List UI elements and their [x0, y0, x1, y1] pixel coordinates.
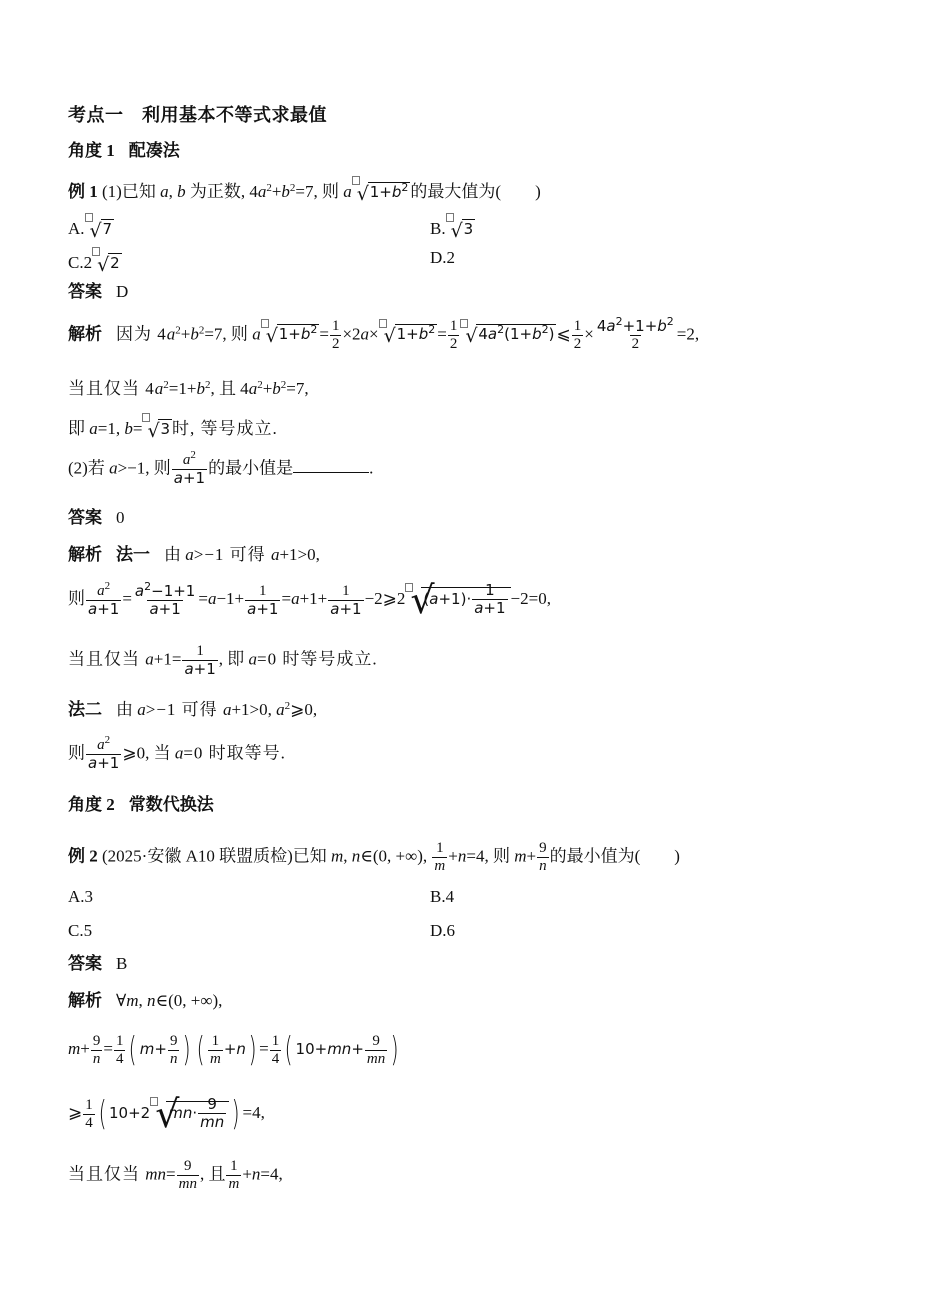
ex1-label: 例 1	[68, 181, 98, 201]
ex2-question: 例 2 (2025·安徽 A10 联盟质检)已知 m, n∈(0, +∞), $\frac{1}{m}$ +n=4, 则 m+ $\frac{9}{n}$ 的最小值为( )	[68, 840, 680, 874]
ex2-option-d[interactable]: D.6	[430, 921, 456, 940]
ex1-question: 例 1 (1)已知 a, b 为正数, $4a^2+b^2=7$, 则 a√ $1+b^2$ 的最大值为( )	[68, 176, 541, 203]
ex1-option-d[interactable]: D.2	[430, 248, 456, 267]
answer-blank[interactable]	[293, 456, 369, 473]
ex1-method2-then: 则 $\frac{a^2}{a+1}$ ⩾0, 当 a=0 时取等号.	[68, 733, 286, 772]
ex2-answer: 答案 B	[68, 954, 128, 973]
angle1-label: 角度 1	[68, 141, 115, 160]
ex1-text: 为正数, 4	[185, 181, 258, 201]
ex1-method2: 法二 由 a>−1 可得 a+1>0, $a^2⩾0$,	[68, 699, 318, 719]
ex1-part2: (2)若 a>−1, 则 $\frac{a^2}{a+1}$ 的最小值是 .	[68, 448, 374, 487]
analysis-label: 解析	[68, 324, 102, 344]
ex1-method1: 解析 法一 由 a>−1 可得 a+1>0,	[68, 545, 320, 564]
ex1-option-a[interactable]: A.√ 7	[68, 213, 114, 240]
answer-label: 答案	[68, 282, 102, 301]
ex1-method1-when: 当且仅当 a+1= $\frac{1}{a+1}$ , 即 a=0 时等号成立.	[68, 643, 378, 678]
ex1-option-b[interactable]: B.√ 3	[430, 213, 475, 240]
ex2-step1: m+ $\frac{9}{n}$ = $\frac{1}{4}$ ( m+ $\frac{9}{n}$ ) ( $\frac{1}{m}$ +n) = $\frac{1}{4}$ ( 10+mn+ $\frac{9}{mn}$ )	[68, 1030, 399, 1070]
ex2-option-c[interactable]: C.5	[68, 921, 93, 940]
ex1-method1-derivation: 则 $\frac{a^2}{a+1}$ = $\frac{a^2-1+1}{a+1}$ =a−1+ $\frac{1}{a+1}$ =a+1+ $\frac{1}{a+1}$ −2⩾2√ (a+1)· $\frac{1}{a+1}$ −2=0,	[68, 582, 551, 618]
ex1-option-c[interactable]: C.2√ 2	[68, 247, 122, 274]
angle1-title: 配凑法	[128, 141, 180, 160]
angle1-heading	[68, 140, 180, 162]
ex1-answer2: 答案 0	[68, 508, 125, 527]
ex1-prefix: (1)已知	[97, 181, 161, 201]
ex2-option-b[interactable]: B.4	[430, 887, 455, 906]
ex1-analysis: 解析 因为 $4a^2+b^2=7$, 则 a√ $1+b^2$ = $\frac{1}{2}$ ×2a×√ $1+b^2$ = $\frac{1}{2}$ √ $4a^2(1+b^2)$ ⩽ $\frac{1}{2}$ × $\frac{4a^2+1+b^2}{2}$ =2,	[68, 318, 699, 353]
angle2-heading: 角度 2 常数代换法	[68, 795, 214, 814]
ex2-step2: ⩾ $\frac{1}{4}$ ( 10+2√ mn· $\frac{9}{mn}$ ) =4,	[68, 1094, 265, 1134]
ex1-answer	[68, 281, 128, 303]
answer-value: D	[116, 282, 129, 301]
ex2-when: 当且仅当 mn= $\frac{9}{mn}$ , 且 $\frac{1}{m}$ +n=4,	[68, 1158, 283, 1192]
ex1-end: 的最大值为( )	[410, 181, 541, 201]
ex2-analysis: 解析 ∀m, n∈(0, +∞),	[68, 991, 223, 1010]
section-title: 考点一 利用基本不等式求最值	[68, 105, 327, 125]
ex1-equality: 即 a=1, b=√ 3 时, 等号成立.	[68, 413, 278, 440]
ex1-tail: =7, 则	[295, 181, 344, 201]
ex1-when: 当且仅当 $4a^2=1+b^2$, 且 $4a^2+b^2=7$,	[68, 378, 309, 398]
ex2-option-a[interactable]: A.3	[68, 887, 94, 906]
